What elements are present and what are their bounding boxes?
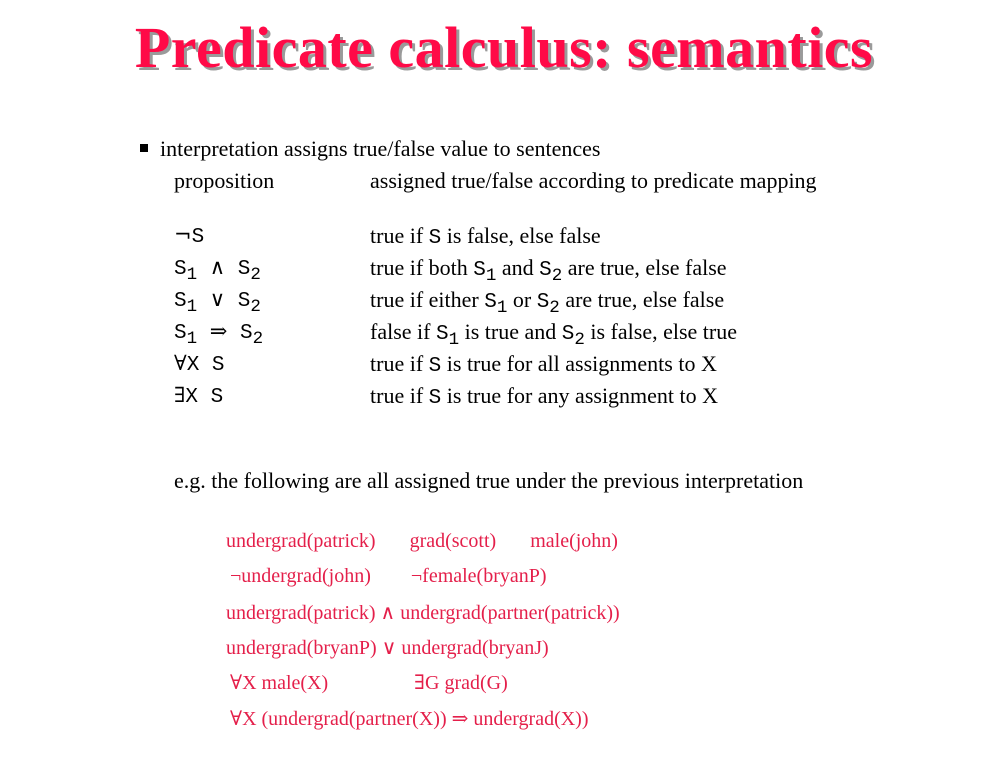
- bullet-item: [140, 136, 600, 162]
- rule-lhs: ∀X S: [174, 351, 225, 377]
- example-item: grad(scott): [409, 530, 497, 552]
- rule-rhs: true if S is false, else false: [370, 223, 601, 250]
- example-row-2: [230, 565, 547, 588]
- example-item: ∃G grad(G): [414, 672, 508, 694]
- examples-intro: e.g. the following are all assigned true under the previous interpretation: [174, 468, 804, 493]
- example-item: ∀X male(X): [230, 672, 329, 694]
- bullet-text: interpretation assigns true/false value to sentences: [160, 136, 601, 161]
- rule-lhs: ∃X S: [174, 383, 224, 409]
- rule-rhs: true if either $S_1$ or $S_2$ are true, else false: [370, 287, 725, 319]
- rule-rhs: false if $S_1$ is true and $S_2$ is false, else true: [370, 319, 737, 351]
- rule-lhs: $S_1$ ⇒ $S_2$: [174, 319, 264, 350]
- example-row-3: undergrad(patrick) ∧ undergrad(partner(patrick)): [226, 602, 620, 624]
- example-row-4: undergrad(bryanP) ∨ undergrad(bryanJ): [226, 637, 549, 659]
- square-bullet-icon: [140, 144, 148, 152]
- rule-rhs: true if both $S_1$ and $S_2$ are true, else false: [370, 255, 727, 287]
- example-row-6: ∀X (undergrad(partner(X)) ⇒ undergrad(X)): [230, 708, 589, 730]
- rule-lhs: $S_1$ ∨ $S_2$: [174, 287, 261, 318]
- example-item: ¬female(bryanP): [410, 565, 547, 587]
- rule-lhs: ¬S: [174, 223, 205, 249]
- page-title: Predicate calculus: semantics: [134, 15, 874, 80]
- rule-rhs: true if S is true for any assignment to X: [370, 383, 719, 410]
- rule-lhs: $S_1$ ∧ $S_2$: [174, 255, 261, 286]
- rule-rhs: assigned true/false according to predicate mapping: [370, 168, 817, 193]
- example-item: ¬undergrad(john): [230, 565, 371, 587]
- example-row-5: [230, 670, 508, 695]
- rule-rhs: true if S is true for all assignments to X: [370, 351, 717, 378]
- rule-lhs: proposition: [174, 168, 275, 193]
- example-item: undergrad(patrick): [226, 530, 376, 552]
- example-row-1: [226, 530, 618, 553]
- example-item: male(john): [530, 530, 618, 552]
